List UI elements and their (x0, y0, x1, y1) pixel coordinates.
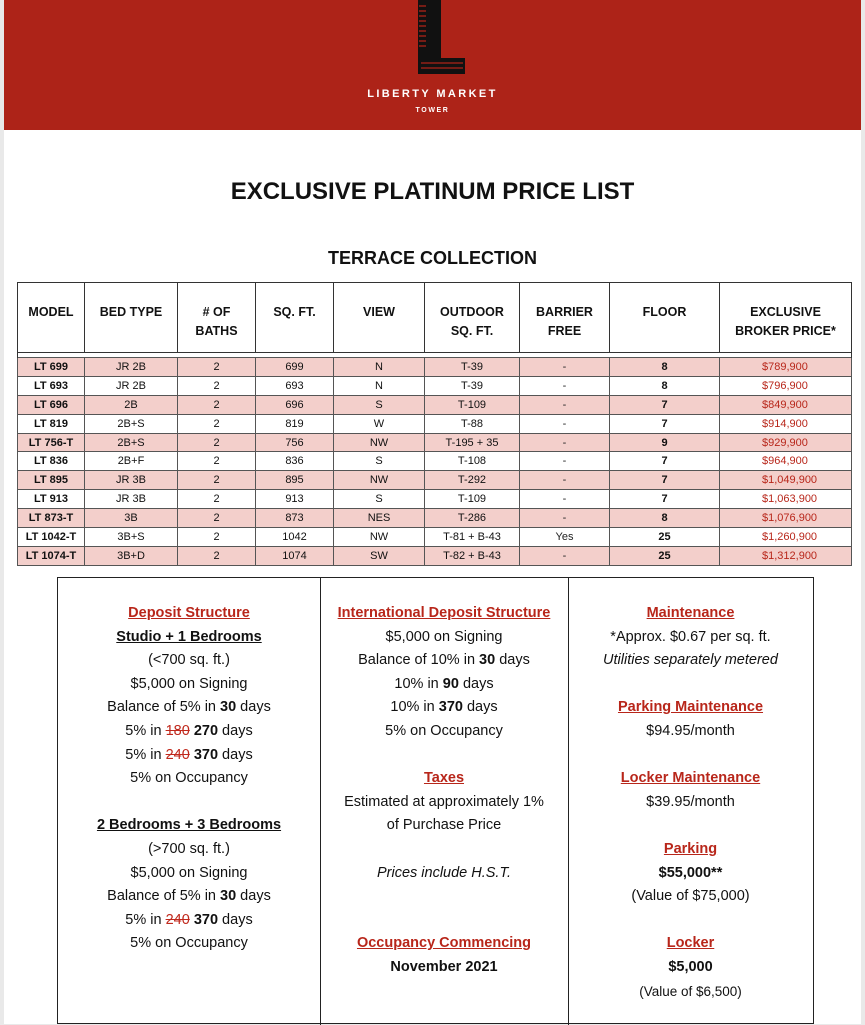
parking-price: $55,000** (658, 864, 723, 881)
table-row (18, 490, 852, 509)
table-row (18, 358, 852, 377)
studio-occupancy: 5% on Occupancy (130, 770, 248, 787)
cell-price: $1,063,900 (720, 490, 852, 509)
header-sqft: SQ. FT. (256, 283, 334, 353)
studio-size: (<700 sq. ft.) (148, 652, 230, 669)
cell-price: $964,900 (720, 452, 852, 471)
studio-signing: $5,000 on Signing (130, 675, 248, 692)
table-row (18, 395, 852, 414)
header-floor: FLOOR (610, 283, 720, 353)
cell-outdoor: T-195 + 35 (425, 433, 520, 452)
taxes-line-1: Estimated at approximately 1% (344, 793, 544, 810)
locker-heading: Locker (666, 935, 715, 952)
cell-sqft: 1042 (256, 528, 334, 547)
header-outdoor: OUTDOOR SQ. FT. (425, 283, 520, 353)
cell-sqft: 696 (256, 395, 334, 414)
intl-signing: $5,000 on Signing (385, 628, 503, 645)
cell-outdoor: T-286 (425, 509, 520, 528)
locker-value: (Value of $6,500) (639, 983, 742, 999)
cell-sqft: 895 (256, 471, 334, 490)
international-heading: International Deposit Structure (337, 605, 551, 621)
header-view: VIEW (334, 283, 425, 353)
cell-outdoor: T-81 + B-43 (425, 528, 520, 547)
cell-price: $1,049,900 (720, 471, 852, 490)
cell-model: LT 756-T (18, 433, 85, 452)
cell-bed-type: 3B+D (85, 546, 178, 565)
deposit-structure-column (58, 578, 321, 1025)
cell-outdoor: T-82 + B-43 (425, 546, 520, 565)
cell-view: NW (334, 471, 425, 490)
cell-outdoor: T-292 (425, 471, 520, 490)
cell-sqft: 1074 (256, 546, 334, 565)
cell-baths: 2 (178, 528, 256, 547)
occupancy-date: November 2021 (390, 958, 498, 975)
table-row (18, 471, 852, 490)
deposit-heading: Deposit Structure (128, 605, 250, 621)
cell-barrier-free: - (520, 414, 610, 433)
cell-bed-type: JR 3B (85, 490, 178, 509)
cell-model: LT 693 (18, 376, 85, 395)
header-baths: # OF BATHS (178, 283, 256, 353)
cell-sqft: 819 (256, 414, 334, 433)
2-3-bed-balance: Balance of 5% in 30 days (107, 888, 271, 905)
parking-maintenance-heading: Parking Maintenance (617, 699, 764, 716)
2-3-bed-occupancy: 5% on Occupancy (130, 935, 248, 952)
cell-view: NW (334, 433, 425, 452)
cell-bed-type: 2B (85, 395, 178, 414)
cell-baths: 2 (178, 471, 256, 490)
intl-balance: Balance of 10% in 30 days (358, 652, 530, 669)
liberty-tower-logo (409, 0, 469, 80)
locker-price: $5,000 (668, 958, 713, 975)
international-column (320, 578, 569, 1025)
cell-price: $849,900 (720, 395, 852, 414)
brand-name: LIBERTY MARKET (367, 88, 498, 100)
cell-barrier-free: - (520, 395, 610, 414)
cell-floor: 8 (610, 509, 720, 528)
cell-floor: 25 (610, 546, 720, 565)
cell-barrier-free: - (520, 452, 610, 471)
cell-sqft: 913 (256, 490, 334, 509)
cell-outdoor: T-108 (425, 452, 520, 471)
locker-maintenance-value: $39.95/month (646, 793, 735, 810)
cell-floor: 8 (610, 358, 720, 377)
terms-box (57, 577, 814, 1024)
cell-bed-type: 2B+S (85, 433, 178, 452)
cell-price: $914,900 (720, 414, 852, 433)
intl-installment-2: 10% in 370 days (390, 699, 498, 716)
intl-occupancy: 5% on Occupancy (385, 722, 503, 739)
maintenance-column (568, 578, 813, 1025)
cell-barrier-free: - (520, 358, 610, 377)
cell-model: LT 873-T (18, 509, 85, 528)
price-table (17, 282, 852, 566)
cell-bed-type: 2B+F (85, 452, 178, 471)
cell-barrier-free: - (520, 509, 610, 528)
collection-title: TERRACE COLLECTION (328, 248, 537, 268)
parking-maintenance-value: $94.95/month (646, 722, 735, 739)
cell-price: $1,260,900 (720, 528, 852, 547)
cell-price: $929,900 (720, 433, 852, 452)
cell-baths: 2 (178, 358, 256, 377)
cell-price: $1,076,900 (720, 509, 852, 528)
table-row (18, 509, 852, 528)
parking-value: (Value of $75,000) (631, 888, 750, 905)
locker-maintenance-heading: Locker Maintenance (620, 770, 761, 787)
cell-barrier-free: Yes (520, 528, 610, 547)
table-row (18, 528, 852, 547)
taxes-line-2: of Purchase Price (386, 817, 502, 834)
cell-price: $1,312,900 (720, 546, 852, 565)
cell-view: SW (334, 546, 425, 565)
header-model: MODEL (18, 283, 85, 353)
cell-sqft: 836 (256, 452, 334, 471)
studio-installment-2: 5% in 240 370 days (125, 746, 253, 763)
cell-model: LT 699 (18, 358, 85, 377)
cell-view: N (334, 376, 425, 395)
cell-price: $789,900 (720, 358, 852, 377)
cell-view: S (334, 452, 425, 471)
maintenance-rate: *Approx. $0.67 per sq. ft. (610, 628, 771, 645)
cell-bed-type: 2B+S (85, 414, 178, 433)
cell-baths: 2 (178, 546, 256, 565)
cell-barrier-free: - (520, 490, 610, 509)
maintenance-heading: Maintenance (646, 605, 735, 621)
cell-floor: 8 (610, 376, 720, 395)
cell-view: NW (334, 528, 425, 547)
cell-model: LT 913 (18, 490, 85, 509)
header-bed-type: BED TYPE (85, 283, 178, 353)
hst-note: Prices include H.S.T. (376, 864, 512, 881)
cell-baths: 2 (178, 452, 256, 471)
intl-installment-1: 10% in 90 days (394, 675, 494, 692)
price-list-page (4, 0, 861, 1024)
cell-baths: 2 (178, 395, 256, 414)
cell-bed-type: JR 2B (85, 358, 178, 377)
header-banner (4, 0, 861, 130)
studio-1bed-title: Studio + 1 Bedrooms (116, 628, 262, 645)
cell-view: S (334, 490, 425, 509)
table-row (18, 414, 852, 433)
cell-price: $796,900 (720, 376, 852, 395)
cell-floor: 7 (610, 395, 720, 414)
table-row (18, 546, 852, 565)
studio-installment-1: 5% in 180 270 days (125, 722, 253, 739)
header-barrier-free: BARRIER FREE (520, 283, 610, 353)
cell-model: LT 836 (18, 452, 85, 471)
cell-view: NES (334, 509, 425, 528)
cell-model: LT 1074-T (18, 546, 85, 565)
cell-bed-type: JR 3B (85, 471, 178, 490)
2-3-bed-title: 2 Bedrooms + 3 Bedrooms (96, 817, 282, 834)
table-header-row (18, 283, 852, 353)
cell-baths: 2 (178, 376, 256, 395)
cell-baths: 2 (178, 490, 256, 509)
cell-model: LT 696 (18, 395, 85, 414)
cell-baths: 2 (178, 509, 256, 528)
cell-barrier-free: - (520, 376, 610, 395)
cell-bed-type: 3B (85, 509, 178, 528)
cell-outdoor: T-109 (425, 395, 520, 414)
cell-bed-type: 3B+S (85, 528, 178, 547)
table-body (18, 353, 852, 566)
cell-model: LT 895 (18, 471, 85, 490)
cell-sqft: 756 (256, 433, 334, 452)
occupancy-heading: Occupancy Commencing (356, 935, 532, 952)
cell-barrier-free: - (520, 471, 610, 490)
cell-baths: 2 (178, 433, 256, 452)
cell-sqft: 693 (256, 376, 334, 395)
utilities-note: Utilities separately metered (603, 652, 778, 669)
cell-floor: 7 (610, 414, 720, 433)
2-3-bed-size: (>700 sq. ft.) (148, 840, 230, 857)
cell-floor: 9 (610, 433, 720, 452)
cell-outdoor: T-39 (425, 376, 520, 395)
cell-baths: 2 (178, 414, 256, 433)
cell-view: W (334, 414, 425, 433)
table-row (18, 376, 852, 395)
2-3-bed-signing: $5,000 on Signing (130, 864, 248, 881)
cell-floor: 7 (610, 490, 720, 509)
cell-bed-type: JR 2B (85, 376, 178, 395)
header-price: EXCLUSIVE BROKER PRICE* (720, 283, 852, 353)
2-3-bed-installment: 5% in 240 370 days (125, 911, 253, 928)
cell-barrier-free: - (520, 546, 610, 565)
page-title: EXCLUSIVE PLATINUM PRICE LIST (230, 178, 635, 205)
cell-sqft: 699 (256, 358, 334, 377)
cell-model: LT 819 (18, 414, 85, 433)
taxes-heading: Taxes (423, 770, 465, 787)
cell-outdoor: T-88 (425, 414, 520, 433)
table-row (18, 433, 852, 452)
table-row (18, 452, 852, 471)
cell-outdoor: T-109 (425, 490, 520, 509)
cell-view: S (334, 395, 425, 414)
cell-barrier-free: - (520, 433, 610, 452)
studio-balance: Balance of 5% in 30 days (107, 699, 271, 716)
cell-view: N (334, 358, 425, 377)
cell-floor: 25 (610, 528, 720, 547)
cell-model: LT 1042-T (18, 528, 85, 547)
parking-heading: Parking (663, 840, 718, 857)
brand-subtitle: TOWER (415, 107, 450, 114)
cell-floor: 7 (610, 452, 720, 471)
cell-floor: 7 (610, 471, 720, 490)
cell-outdoor: T-39 (425, 358, 520, 377)
cell-sqft: 873 (256, 509, 334, 528)
